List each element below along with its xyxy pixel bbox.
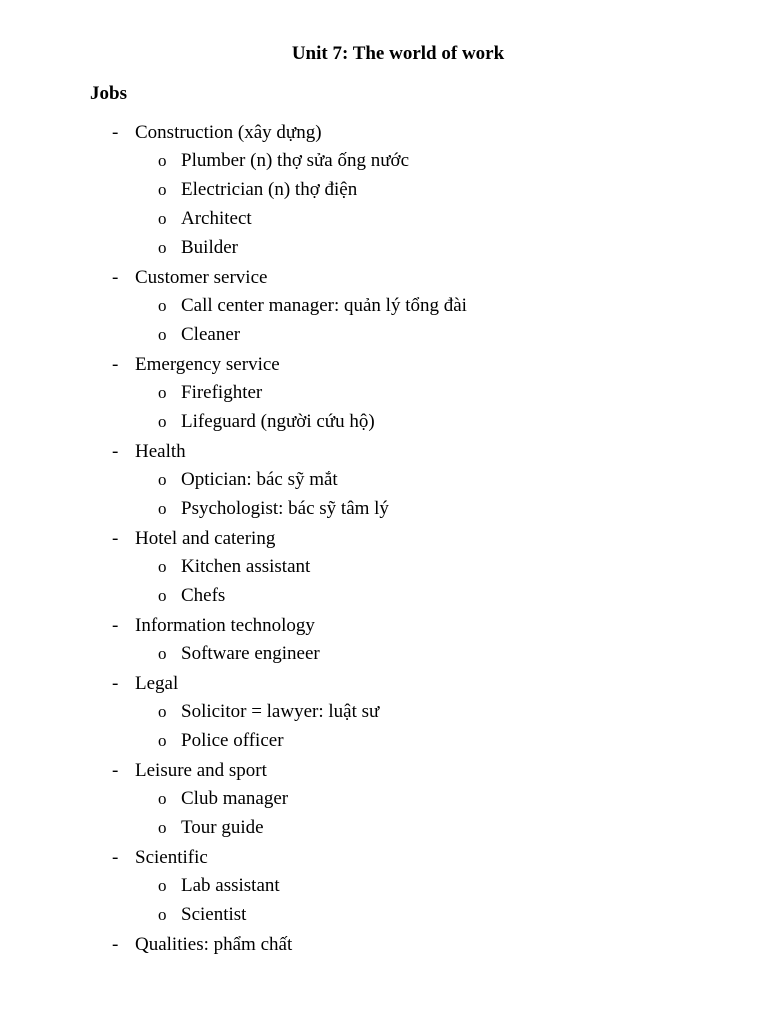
- circle-bullet-marker: o: [158, 151, 167, 170]
- document-title: Unit 7: The world of work: [291, 43, 505, 64]
- job-item: [0, 903, 768, 932]
- job-item: [0, 555, 768, 584]
- circle-bullet-marker: o: [158, 383, 167, 402]
- category-label: Information technology: [135, 615, 315, 636]
- category-label: Health: [135, 441, 186, 462]
- section-heading: Jobs: [90, 83, 127, 104]
- job-item: [0, 236, 768, 265]
- circle-bullet-marker: o: [158, 325, 167, 344]
- job-item: [0, 700, 768, 729]
- job-label: Tour guide: [181, 817, 264, 838]
- dash-marker: -: [112, 847, 119, 868]
- circle-bullet-marker: o: [158, 238, 167, 257]
- category-label: Customer service: [135, 267, 268, 288]
- category-item: [0, 120, 768, 149]
- job-item: [0, 323, 768, 352]
- job-item: [0, 207, 768, 236]
- job-label: Solicitor = lawyer: luật sư: [181, 701, 380, 722]
- category-label: Leisure and sport: [135, 760, 267, 781]
- dash-marker: -: [112, 615, 119, 636]
- circle-bullet-marker: o: [158, 731, 167, 750]
- job-item: [0, 729, 768, 758]
- job-label: Software engineer: [181, 643, 320, 664]
- circle-bullet-marker: o: [158, 499, 167, 518]
- category-label: Legal: [135, 673, 179, 694]
- circle-bullet-marker: o: [158, 470, 167, 489]
- dash-marker: -: [112, 267, 119, 288]
- circle-bullet-marker: o: [158, 905, 167, 924]
- circle-bullet-marker: o: [158, 702, 167, 721]
- category-item: [0, 671, 768, 700]
- job-label: Psychologist: bác sỹ tâm lý: [181, 498, 389, 519]
- job-label: Optician: bác sỹ mắt: [181, 469, 338, 490]
- job-category-list: [0, 120, 768, 961]
- job-item: [0, 468, 768, 497]
- job-item: [0, 816, 768, 845]
- job-label: Lab assistant: [181, 875, 280, 896]
- job-item: [0, 410, 768, 439]
- job-label: Cleaner: [181, 324, 241, 345]
- category-item: [0, 613, 768, 642]
- job-item: [0, 381, 768, 410]
- job-label: Chefs: [181, 585, 226, 606]
- circle-bullet-marker: o: [158, 586, 167, 605]
- circle-bullet-marker: o: [158, 644, 167, 663]
- job-label: Architect: [181, 208, 252, 229]
- job-item: [0, 642, 768, 671]
- job-item: [0, 294, 768, 323]
- category-item: [0, 265, 768, 294]
- job-label: Police officer: [181, 730, 284, 751]
- category-label: Qualities: phẩm chất: [135, 934, 293, 955]
- category-item: [0, 845, 768, 874]
- job-label: Plumber (n) thợ sửa ống nước: [181, 150, 410, 171]
- category-item: [0, 932, 768, 961]
- dash-marker: -: [112, 354, 119, 375]
- circle-bullet-marker: o: [158, 209, 167, 228]
- category-label: Scientific: [135, 847, 208, 868]
- circle-bullet-marker: o: [158, 412, 167, 431]
- dash-marker: -: [112, 122, 119, 143]
- dash-marker: -: [112, 934, 119, 955]
- circle-bullet-marker: o: [158, 876, 167, 895]
- category-item: [0, 352, 768, 381]
- category-label: Emergency service: [135, 354, 280, 375]
- category-item: [0, 758, 768, 787]
- dash-marker: -: [112, 528, 119, 549]
- category-label: Construction (xây dựng): [135, 122, 322, 143]
- dash-marker: -: [112, 673, 119, 694]
- circle-bullet-marker: o: [158, 296, 167, 315]
- job-label: Kitchen assistant: [181, 556, 311, 577]
- job-label: Scientist: [181, 904, 247, 925]
- circle-bullet-marker: o: [158, 180, 167, 199]
- job-item: [0, 497, 768, 526]
- category-item: [0, 439, 768, 468]
- job-label: Electrician (n) thợ điện: [181, 179, 358, 200]
- job-label: Club manager: [181, 788, 289, 809]
- category-label: Hotel and catering: [135, 528, 276, 549]
- job-item: [0, 874, 768, 903]
- circle-bullet-marker: o: [158, 789, 167, 808]
- job-label: Builder: [181, 237, 238, 258]
- category-item: [0, 526, 768, 555]
- job-label: Firefighter: [181, 382, 263, 403]
- dash-marker: -: [112, 441, 119, 462]
- job-label: Lifeguard (người cứu hộ): [181, 411, 375, 432]
- job-item: [0, 149, 768, 178]
- circle-bullet-marker: o: [158, 557, 167, 576]
- job-item: [0, 584, 768, 613]
- job-item: [0, 787, 768, 816]
- job-item: [0, 178, 768, 207]
- dash-marker: -: [112, 760, 119, 781]
- job-label: Call center manager: quản lý tổng đài: [181, 295, 467, 316]
- circle-bullet-marker: o: [158, 818, 167, 837]
